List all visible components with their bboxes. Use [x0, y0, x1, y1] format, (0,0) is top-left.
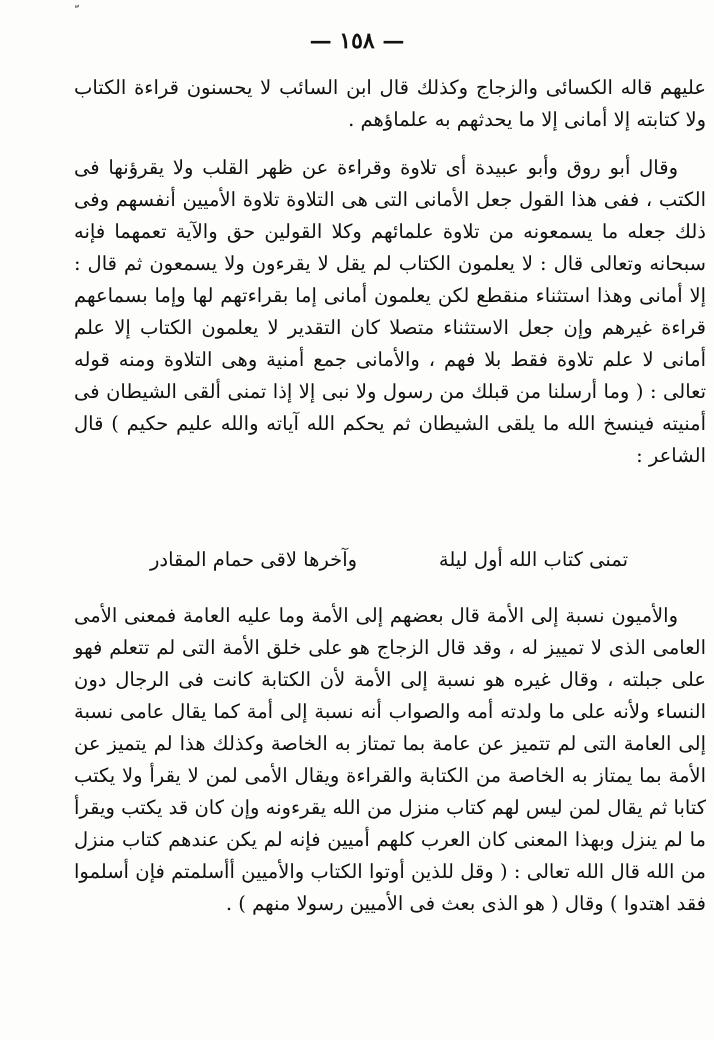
- paragraph-3: والأميون نسبة إلى الأمة قال بعضهم إلى الأمة وما عليه العامة فمعنى الأمى العامى الذى لا تمييز له ، وقد قال الزجاج هو على خلق الأمة التى لم تتعلم فهو على جبلته ، وقال غيره هو نسبة إلى الأمة لأن الكتابة كانت فى الرجال دون النساء ولأنه على ما ولدته أمه والصواب أنه نسبة إلى أمة كما يقال عامى نسبة إلى العامة التى لم تتميز عن عامة بما تمتاز به الخاصة وكذلك هذا لم يتميز عن الأمة بما يمتاز به الخاصة من الكتابة والقراءة ويقال الأمى لمن لا يقرأ ولا يكتب كتابا ثم يقال لمن ليس لهم كتاب منزل من الله يقرءونه وإن كان قد يكتب ويقرأ ما لم ينزل وبهذا المعنى كان العرب كلهم أميين فإنه لم يكن عندهم كتاب منزل من الله قال الله تعالى : ( وقل للذين أوتوا الكتاب والأميين أأسلمتم فإن أسلموا فقد اهتدوا ) وقال ( هو الذى بعث فى الأميين رسولا منهم ) .: [74, 604, 706, 915]
- verse-second-hemistich: وآخرها لاقى حمام المقادر: [150, 548, 358, 571]
- page-number: — ١٥٨ —: [309, 28, 405, 54]
- paragraph-2: وقال أبو روق وأبو عبيدة أى تلاوة وقراءة عن ظهر القلب ولا يقرؤنها فى الكتب ، ففى هذا القول جعل الأمانى التى هى التلاوة تلاوة الأميين أنفسهم وفى ذلك جعله ما يسمعونه من تلاوة علمائهم وكلا القولين حق والآية تعمهما فإنه سبحانه وتعالى قال : لا يعلمون الكتاب لم يقل لا يقرءون ولا يسمعون ثم قال : إلا أمانى وهذا استثناء منقطع لكن يعلمون أمانى إما بقراءتهم لها وإما بسماعهم قراءة غيرهم وإن جعل الاستثناء متصلا كان التقدير لا يعلمون الكتاب إلا علم أمانى لا علم تلاوة فقط بلا فهم ، والأمانى جمع أمنية وهى التلاوة ومنه قوله تعالى : ( وما أرسلنا من قبلك من رسول ولا نبى إلا إذا تمنى ألقى الشيطان فى أمنيته فينسخ الله ما يلقى الشيطان ثم يحكم الله آياته والله عليم حكيم ) قال الشاعر :: [74, 156, 706, 467]
- verse-first-hemistich: تمنى كتاب الله أول ليلة: [438, 548, 628, 571]
- poem-verse: [150, 544, 628, 576]
- paragraph-1: عليهم قاله الكسائى والزجاج وكذلك قال ابن السائب لا يحسنون قراءة الكتاب ولا كتابته إلا أمانى إلا ما يحدثهم به علماؤهم .: [74, 76, 706, 131]
